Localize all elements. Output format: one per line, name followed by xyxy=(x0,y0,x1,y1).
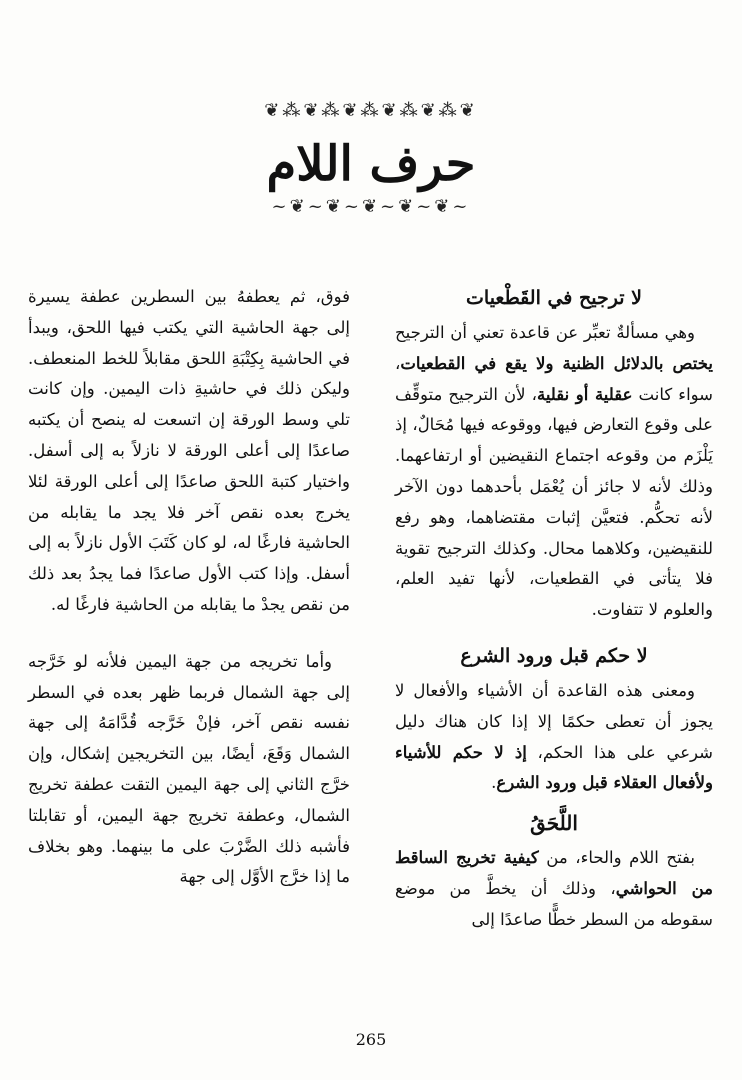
bottom-ornament-border: ~❦~❦~❦~❦~❦~ xyxy=(271,196,471,217)
paragraph-gap xyxy=(28,621,350,647)
text-run: ، لأن الترجيح متوقِّف على وقوع التعارض فيها، ووقوعه فيها مُحَالٌ، إذ يَلْزَم من وقوعه اجتماع النقيضين أو ارتفاعهما. وذلك لأنه لا جائز أن يُعْمَل بأحدهما دون الآخر لأنه تحكُّم. فتعيَّن إثبات مقتضاهما، وهو رفع للنقيضين، وكلاهما محال. وكذلك الترجيح تقوية فلا يتأتى في القطعيات، لأنها تفيد العلم، والعلوم لا تتفاوت. xyxy=(395,384,713,620)
paragraph-continuation: فوق، ثم يعطفهُ بين السطرين عطفة يسيرة إلى جهة الحاشية التي يكتب فيها اللحق، ويبدأ في الحاشية بِكِتْبَةِ اللحق مقابلاً للخط المنعطف. وليكن ذلك في حاشيةِ ذات اليمين. وإن كانت تلي وسط الورقة إن اتسعت له ينصح أن يكتبه صاعدًا إلى أعلى الورقة لا نازلاً به إلى أسفل. واختيار كتبة اللحق صاعدًا إلى أعلى الورقة لئلا يخرج بعده نقص آخر فلا يجد ما يقابله من الحاشية فارغًا له، لو كان كَتَبَ الأول نازلاً به إلى أسفل. وإذا كتب الأول صاعدًا فما يجدُ بعد ذلك من نقص يجدْ ما يقابله من الحاشية فارغًا له. xyxy=(28,287,350,614)
paragraph-al-lahaq xyxy=(395,843,713,935)
bold-phrase: كيفية تخريج الساقط من الحواشي xyxy=(395,848,713,898)
paragraph-definitives xyxy=(395,318,713,626)
heading-no-preference-in-definitives: لا ترجيح في القَطْعيات xyxy=(466,287,642,309)
text-run: ومعنى هذه القاعدة أن الأشياء والأفعال لا يجوز أن تعطى حكمًا إلا إذا كان هناك دليل شرعي على هذا الحكم، xyxy=(395,680,713,762)
top-ornament-border: ❦⁂❦⁂❦⁂❦⁂❦⁂❦ xyxy=(264,100,478,121)
chapter-title: حرف اللام xyxy=(266,136,476,192)
page-number: 265 xyxy=(355,1030,387,1049)
text-run: ، سواء كانت xyxy=(395,353,714,404)
text-run: . xyxy=(491,773,497,793)
paragraph-no-ruling xyxy=(395,676,713,799)
paragraph-right-side-reason: وأما تخريجه من جهة اليمين فلأنه لو خَرَّجه إلى جهة الشمال فربما ظهر بعده في السطر نفسه نقص آخر، فإنْ خَرَّجه قُدَّامَهُ إلى جهة الشمال وَقَعَ، أيضًا، بين التخريجين إشكال، وإن خرَّج الثاني إلى جهة اليمين التقت عطفة تخريج الشمال، وعطفة تخريج جهة اليمين، أو تقابلتا فأشبه ذلك الضَّرْبَ على ما بينهما. وهو بخلاف ما إذا خرَّج الأوَّل إلى جهة xyxy=(28,651,350,887)
bold-phrase: يختص بالدلائل الظنية ولا يقع في القطعيات xyxy=(400,353,713,373)
text-run: ، وذلك أن يخطَّ من موضع سقوطه من السطر خطًّا صاعدًا إلى xyxy=(395,878,713,929)
text-run: بفتح اللام والحاء، من xyxy=(538,848,695,868)
bold-phrase: إذ لا حكم للأشياء ولأفعال العقلاء قبل ورود الشرع xyxy=(395,742,713,793)
heading-al-lahaq: اللَّحَقُ xyxy=(530,811,578,836)
right-column xyxy=(395,282,713,936)
left-column xyxy=(28,282,350,893)
bold-phrase: عقلية أو نقلية xyxy=(536,384,633,404)
heading-no-ruling-before-law: لا حكم قبل ورود الشرع xyxy=(460,644,648,667)
text-run: وهي مسألةٌ تعبِّر عن قاعدة تعني أن الترجيح xyxy=(395,323,695,342)
